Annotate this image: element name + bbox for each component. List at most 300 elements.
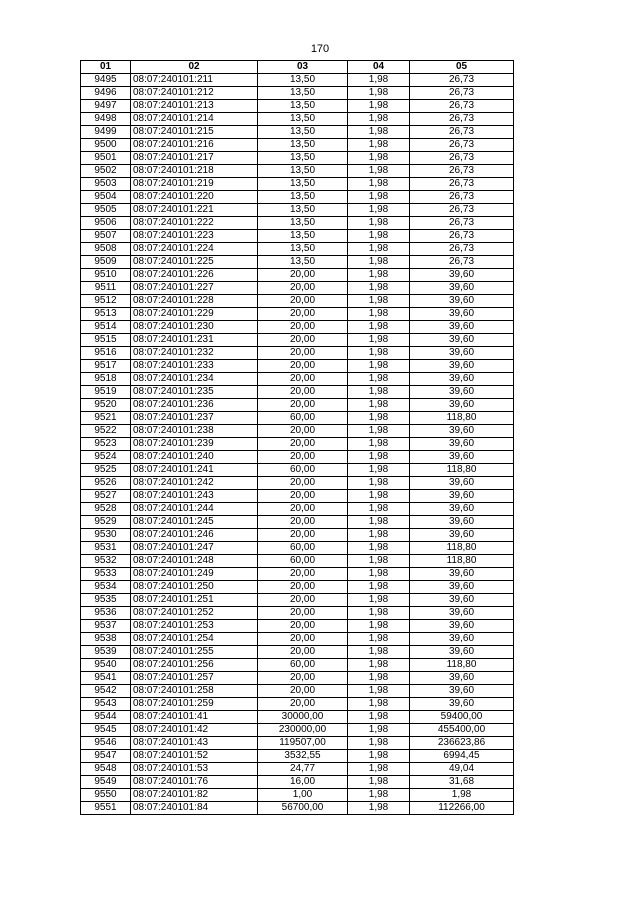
cadastral-code-cell: 08:07:240101:235 xyxy=(131,386,258,399)
cadastral-code-cell: 08:07:240101:249 xyxy=(131,568,258,581)
value-cell: 26,73 xyxy=(410,165,514,178)
rate-cell: 1,98 xyxy=(348,581,410,594)
row-number-cell: 9507 xyxy=(81,230,131,243)
cadastral-code-cell: 08:07:240101:52 xyxy=(131,750,258,763)
row-number-cell: 9548 xyxy=(81,763,131,776)
table-row xyxy=(81,490,514,503)
cadastral-code-cell: 08:07:240101:236 xyxy=(131,399,258,412)
table-row xyxy=(81,503,514,516)
value-cell: 26,73 xyxy=(410,204,514,217)
row-number-cell: 9535 xyxy=(81,594,131,607)
table-row xyxy=(81,477,514,490)
value-cell: 39,60 xyxy=(410,334,514,347)
area-cell: 16,00 xyxy=(258,776,348,789)
area-cell: 13,50 xyxy=(258,191,348,204)
table-header-row xyxy=(81,61,514,74)
rate-cell: 1,98 xyxy=(348,204,410,217)
row-number-cell: 9540 xyxy=(81,659,131,672)
area-cell: 13,50 xyxy=(258,178,348,191)
rate-cell: 1,98 xyxy=(348,113,410,126)
table-row xyxy=(81,555,514,568)
table-row xyxy=(81,789,514,802)
table-row xyxy=(81,139,514,152)
table-row xyxy=(81,113,514,126)
rate-cell: 1,98 xyxy=(348,399,410,412)
row-number-cell: 9546 xyxy=(81,737,131,750)
rate-cell: 1,98 xyxy=(348,386,410,399)
table-row xyxy=(81,412,514,425)
value-cell: 39,60 xyxy=(410,347,514,360)
value-cell: 39,60 xyxy=(410,425,514,438)
row-number-cell: 9528 xyxy=(81,503,131,516)
cadastral-code-cell: 08:07:240101:240 xyxy=(131,451,258,464)
area-cell: 20,00 xyxy=(258,568,348,581)
value-cell: 39,60 xyxy=(410,516,514,529)
table-row xyxy=(81,568,514,581)
rate-cell: 1,98 xyxy=(348,659,410,672)
value-cell: 39,60 xyxy=(410,373,514,386)
table-row xyxy=(81,347,514,360)
table-row xyxy=(81,87,514,100)
row-number-cell: 9516 xyxy=(81,347,131,360)
table-row xyxy=(81,256,514,269)
rate-cell: 1,98 xyxy=(348,230,410,243)
table-body xyxy=(81,74,514,815)
area-cell: 20,00 xyxy=(258,516,348,529)
row-number-cell: 9514 xyxy=(81,321,131,334)
table-row xyxy=(81,243,514,256)
cadastral-code-cell: 08:07:240101:212 xyxy=(131,87,258,100)
table-row xyxy=(81,399,514,412)
value-cell: 39,60 xyxy=(410,581,514,594)
value-cell: 26,73 xyxy=(410,152,514,165)
value-cell: 39,60 xyxy=(410,386,514,399)
table-row xyxy=(81,776,514,789)
rate-cell: 1,98 xyxy=(348,243,410,256)
data-table xyxy=(80,60,514,815)
area-cell: 20,00 xyxy=(258,386,348,399)
table-row xyxy=(81,152,514,165)
table-row xyxy=(81,802,514,815)
row-number-cell: 9536 xyxy=(81,607,131,620)
cadastral-code-cell: 08:07:240101:234 xyxy=(131,373,258,386)
rate-cell: 1,98 xyxy=(348,542,410,555)
value-cell: 118,80 xyxy=(410,464,514,477)
rate-cell: 1,98 xyxy=(348,503,410,516)
rate-cell: 1,98 xyxy=(348,568,410,581)
table-row xyxy=(81,659,514,672)
value-cell: 39,60 xyxy=(410,451,514,464)
value-cell: 39,60 xyxy=(410,607,514,620)
area-cell: 20,00 xyxy=(258,529,348,542)
table-row xyxy=(81,737,514,750)
row-number-cell: 9530 xyxy=(81,529,131,542)
cadastral-code-cell: 08:07:240101:224 xyxy=(131,243,258,256)
row-number-cell: 9497 xyxy=(81,100,131,113)
row-number-cell: 9501 xyxy=(81,152,131,165)
area-cell: 30000,00 xyxy=(258,711,348,724)
cadastral-code-cell: 08:07:240101:219 xyxy=(131,178,258,191)
value-cell: 39,60 xyxy=(410,594,514,607)
row-number-cell: 9509 xyxy=(81,256,131,269)
cadastral-code-cell: 08:07:240101:254 xyxy=(131,633,258,646)
area-cell: 119507,00 xyxy=(258,737,348,750)
cadastral-code-cell: 08:07:240101:82 xyxy=(131,789,258,802)
area-cell: 20,00 xyxy=(258,451,348,464)
row-number-cell: 9503 xyxy=(81,178,131,191)
row-number-cell: 9545 xyxy=(81,724,131,737)
row-number-cell: 9533 xyxy=(81,568,131,581)
cadastral-code-cell: 08:07:240101:255 xyxy=(131,646,258,659)
row-number-cell: 9505 xyxy=(81,204,131,217)
rate-cell: 1,98 xyxy=(348,425,410,438)
area-cell: 20,00 xyxy=(258,633,348,646)
row-number-cell: 9531 xyxy=(81,542,131,555)
row-number-cell: 9498 xyxy=(81,113,131,126)
area-cell: 20,00 xyxy=(258,347,348,360)
value-cell: 1,98 xyxy=(410,789,514,802)
table-row xyxy=(81,620,514,633)
table-row xyxy=(81,750,514,763)
row-number-cell: 9524 xyxy=(81,451,131,464)
cadastral-code-cell: 08:07:240101:243 xyxy=(131,490,258,503)
cadastral-code-cell: 08:07:240101:244 xyxy=(131,503,258,516)
column-header-05: 05 xyxy=(410,61,514,74)
row-number-cell: 9541 xyxy=(81,672,131,685)
area-cell: 20,00 xyxy=(258,282,348,295)
cadastral-code-cell: 08:07:240101:232 xyxy=(131,347,258,360)
cadastral-code-cell: 08:07:240101:227 xyxy=(131,282,258,295)
rate-cell: 1,98 xyxy=(348,269,410,282)
cadastral-code-cell: 08:07:240101:241 xyxy=(131,464,258,477)
area-cell: 13,50 xyxy=(258,126,348,139)
cadastral-code-cell: 08:07:240101:242 xyxy=(131,477,258,490)
value-cell: 26,73 xyxy=(410,87,514,100)
value-cell: 26,73 xyxy=(410,113,514,126)
page-number: 170 xyxy=(310,43,330,55)
table-row xyxy=(81,204,514,217)
table-row xyxy=(81,334,514,347)
cadastral-code-cell: 08:07:240101:217 xyxy=(131,152,258,165)
table-row xyxy=(81,425,514,438)
row-number-cell: 9543 xyxy=(81,698,131,711)
rate-cell: 1,98 xyxy=(348,347,410,360)
table-row xyxy=(81,542,514,555)
row-number-cell: 9547 xyxy=(81,750,131,763)
rate-cell: 1,98 xyxy=(348,126,410,139)
value-cell: 118,80 xyxy=(410,555,514,568)
rate-cell: 1,98 xyxy=(348,464,410,477)
cadastral-code-cell: 08:07:240101:231 xyxy=(131,334,258,347)
cadastral-code-cell: 08:07:240101:220 xyxy=(131,191,258,204)
cadastral-code-cell: 08:07:240101:215 xyxy=(131,126,258,139)
cadastral-code-cell: 08:07:240101:239 xyxy=(131,438,258,451)
value-cell: 118,80 xyxy=(410,659,514,672)
area-cell: 13,50 xyxy=(258,74,348,87)
area-cell: 60,00 xyxy=(258,464,348,477)
area-cell: 20,00 xyxy=(258,373,348,386)
row-number-cell: 9502 xyxy=(81,165,131,178)
rate-cell: 1,98 xyxy=(348,711,410,724)
row-number-cell: 9512 xyxy=(81,295,131,308)
value-cell: 26,73 xyxy=(410,126,514,139)
table-row xyxy=(81,711,514,724)
cadastral-code-cell: 08:07:240101:223 xyxy=(131,230,258,243)
table-row xyxy=(81,581,514,594)
row-number-cell: 9518 xyxy=(81,373,131,386)
cadastral-code-cell: 08:07:240101:233 xyxy=(131,360,258,373)
cadastral-code-cell: 08:07:240101:250 xyxy=(131,581,258,594)
cadastral-code-cell: 08:07:240101:53 xyxy=(131,763,258,776)
row-number-cell: 9520 xyxy=(81,399,131,412)
cadastral-code-cell: 08:07:240101:259 xyxy=(131,698,258,711)
row-number-cell: 9517 xyxy=(81,360,131,373)
area-cell: 20,00 xyxy=(258,672,348,685)
area-cell: 230000,00 xyxy=(258,724,348,737)
rate-cell: 1,98 xyxy=(348,321,410,334)
table-row xyxy=(81,282,514,295)
area-cell: 20,00 xyxy=(258,698,348,711)
row-number-cell: 9508 xyxy=(81,243,131,256)
row-number-cell: 9506 xyxy=(81,217,131,230)
area-cell: 60,00 xyxy=(258,555,348,568)
area-cell: 13,50 xyxy=(258,230,348,243)
row-number-cell: 9510 xyxy=(81,269,131,282)
rate-cell: 1,98 xyxy=(348,685,410,698)
value-cell: 49,04 xyxy=(410,763,514,776)
cadastral-code-cell: 08:07:240101:230 xyxy=(131,321,258,334)
cadastral-code-cell: 08:07:240101:84 xyxy=(131,802,258,815)
value-cell: 39,60 xyxy=(410,620,514,633)
area-cell: 20,00 xyxy=(258,685,348,698)
cadastral-code-cell: 08:07:240101:229 xyxy=(131,308,258,321)
table-row xyxy=(81,763,514,776)
table-row xyxy=(81,126,514,139)
area-cell: 20,00 xyxy=(258,607,348,620)
area-cell: 20,00 xyxy=(258,438,348,451)
rate-cell: 1,98 xyxy=(348,724,410,737)
row-number-cell: 9550 xyxy=(81,789,131,802)
rate-cell: 1,98 xyxy=(348,139,410,152)
value-cell: 39,60 xyxy=(410,646,514,659)
area-cell: 20,00 xyxy=(258,503,348,516)
area-cell: 13,50 xyxy=(258,113,348,126)
cadastral-code-cell: 08:07:240101:252 xyxy=(131,607,258,620)
rate-cell: 1,98 xyxy=(348,555,410,568)
cadastral-code-cell: 08:07:240101:238 xyxy=(131,425,258,438)
value-cell: 26,73 xyxy=(410,243,514,256)
value-cell: 39,60 xyxy=(410,399,514,412)
value-cell: 26,73 xyxy=(410,230,514,243)
cadastral-code-cell: 08:07:240101:246 xyxy=(131,529,258,542)
value-cell: 112266,00 xyxy=(410,802,514,815)
value-cell: 26,73 xyxy=(410,256,514,269)
table-row xyxy=(81,165,514,178)
area-cell: 3532,55 xyxy=(258,750,348,763)
area-cell: 24,77 xyxy=(258,763,348,776)
rate-cell: 1,98 xyxy=(348,87,410,100)
value-cell: 39,60 xyxy=(410,503,514,516)
table-row xyxy=(81,230,514,243)
value-cell: 39,60 xyxy=(410,360,514,373)
row-number-cell: 9532 xyxy=(81,555,131,568)
table-row xyxy=(81,321,514,334)
table-row xyxy=(81,451,514,464)
value-cell: 26,73 xyxy=(410,217,514,230)
rate-cell: 1,98 xyxy=(348,607,410,620)
value-cell: 39,60 xyxy=(410,529,514,542)
value-cell: 39,60 xyxy=(410,633,514,646)
row-number-cell: 9534 xyxy=(81,581,131,594)
table-row xyxy=(81,373,514,386)
cadastral-code-cell: 08:07:240101:226 xyxy=(131,269,258,282)
table-row xyxy=(81,360,514,373)
area-cell: 13,50 xyxy=(258,256,348,269)
table-row xyxy=(81,529,514,542)
rate-cell: 1,98 xyxy=(348,100,410,113)
area-cell: 13,50 xyxy=(258,87,348,100)
rate-cell: 1,98 xyxy=(348,178,410,191)
cadastral-code-cell: 08:07:240101:214 xyxy=(131,113,258,126)
value-cell: 39,60 xyxy=(410,438,514,451)
table-row xyxy=(81,698,514,711)
area-cell: 20,00 xyxy=(258,295,348,308)
cadastral-code-cell: 08:07:240101:225 xyxy=(131,256,258,269)
rate-cell: 1,98 xyxy=(348,74,410,87)
area-cell: 20,00 xyxy=(258,334,348,347)
row-number-cell: 9521 xyxy=(81,412,131,425)
table-row xyxy=(81,74,514,87)
table-row xyxy=(81,607,514,620)
value-cell: 26,73 xyxy=(410,74,514,87)
rate-cell: 1,98 xyxy=(348,412,410,425)
row-number-cell: 9499 xyxy=(81,126,131,139)
value-cell: 39,60 xyxy=(410,308,514,321)
value-cell: 39,60 xyxy=(410,477,514,490)
rate-cell: 1,98 xyxy=(348,672,410,685)
rate-cell: 1,98 xyxy=(348,529,410,542)
table-row xyxy=(81,295,514,308)
area-cell: 20,00 xyxy=(258,646,348,659)
table-row xyxy=(81,308,514,321)
rate-cell: 1,98 xyxy=(348,646,410,659)
column-header-04: 04 xyxy=(348,61,410,74)
cadastral-code-cell: 08:07:240101:43 xyxy=(131,737,258,750)
rate-cell: 1,98 xyxy=(348,438,410,451)
rate-cell: 1,98 xyxy=(348,789,410,802)
row-number-cell: 9523 xyxy=(81,438,131,451)
cadastral-code-cell: 08:07:240101:211 xyxy=(131,74,258,87)
rate-cell: 1,98 xyxy=(348,191,410,204)
row-number-cell: 9496 xyxy=(81,87,131,100)
area-cell: 20,00 xyxy=(258,594,348,607)
table-row xyxy=(81,516,514,529)
row-number-cell: 9544 xyxy=(81,711,131,724)
table-row xyxy=(81,100,514,113)
row-number-cell: 9513 xyxy=(81,308,131,321)
cadastral-code-cell: 08:07:240101:253 xyxy=(131,620,258,633)
rate-cell: 1,98 xyxy=(348,295,410,308)
rate-cell: 1,98 xyxy=(348,451,410,464)
row-number-cell: 9525 xyxy=(81,464,131,477)
rate-cell: 1,98 xyxy=(348,360,410,373)
area-cell: 13,50 xyxy=(258,217,348,230)
area-cell: 20,00 xyxy=(258,308,348,321)
row-number-cell: 9511 xyxy=(81,282,131,295)
row-number-cell: 9527 xyxy=(81,490,131,503)
value-cell: 39,60 xyxy=(410,269,514,282)
cadastral-code-cell: 08:07:240101:258 xyxy=(131,685,258,698)
cadastral-code-cell: 08:07:240101:42 xyxy=(131,724,258,737)
area-cell: 13,50 xyxy=(258,139,348,152)
area-cell: 20,00 xyxy=(258,399,348,412)
value-cell: 39,60 xyxy=(410,321,514,334)
area-cell: 20,00 xyxy=(258,620,348,633)
cadastral-code-cell: 08:07:240101:228 xyxy=(131,295,258,308)
table-row xyxy=(81,438,514,451)
row-number-cell: 9526 xyxy=(81,477,131,490)
column-header-01: 01 xyxy=(81,61,131,74)
rate-cell: 1,98 xyxy=(348,308,410,321)
rate-cell: 1,98 xyxy=(348,334,410,347)
area-cell: 56700,00 xyxy=(258,802,348,815)
table-row xyxy=(81,191,514,204)
row-number-cell: 9537 xyxy=(81,620,131,633)
rate-cell: 1,98 xyxy=(348,152,410,165)
table-row xyxy=(81,646,514,659)
area-cell: 20,00 xyxy=(258,360,348,373)
value-cell: 39,60 xyxy=(410,698,514,711)
column-header-02: 02 xyxy=(131,61,258,74)
row-number-cell: 9551 xyxy=(81,802,131,815)
table-row xyxy=(81,633,514,646)
area-cell: 13,50 xyxy=(258,165,348,178)
value-cell: 26,73 xyxy=(410,191,514,204)
rate-cell: 1,98 xyxy=(348,698,410,711)
cadastral-code-cell: 08:07:240101:41 xyxy=(131,711,258,724)
row-number-cell: 9495 xyxy=(81,74,131,87)
rate-cell: 1,98 xyxy=(348,620,410,633)
row-number-cell: 9515 xyxy=(81,334,131,347)
rate-cell: 1,98 xyxy=(348,594,410,607)
row-number-cell: 9538 xyxy=(81,633,131,646)
table-row xyxy=(81,594,514,607)
area-cell: 13,50 xyxy=(258,100,348,113)
area-cell: 20,00 xyxy=(258,269,348,282)
cadastral-code-cell: 08:07:240101:248 xyxy=(131,555,258,568)
rate-cell: 1,98 xyxy=(348,737,410,750)
cadastral-code-cell: 08:07:240101:218 xyxy=(131,165,258,178)
area-cell: 20,00 xyxy=(258,321,348,334)
rate-cell: 1,98 xyxy=(348,490,410,503)
rate-cell: 1,98 xyxy=(348,516,410,529)
value-cell: 118,80 xyxy=(410,412,514,425)
column-header-03: 03 xyxy=(258,61,348,74)
value-cell: 39,60 xyxy=(410,295,514,308)
area-cell: 13,50 xyxy=(258,152,348,165)
value-cell: 26,73 xyxy=(410,178,514,191)
value-cell: 6994,45 xyxy=(410,750,514,763)
table-row xyxy=(81,269,514,282)
rate-cell: 1,98 xyxy=(348,633,410,646)
rate-cell: 1,98 xyxy=(348,477,410,490)
value-cell: 39,60 xyxy=(410,672,514,685)
row-number-cell: 9522 xyxy=(81,425,131,438)
cadastral-code-cell: 08:07:240101:216 xyxy=(131,139,258,152)
rate-cell: 1,98 xyxy=(348,750,410,763)
row-number-cell: 9500 xyxy=(81,139,131,152)
table-row xyxy=(81,178,514,191)
